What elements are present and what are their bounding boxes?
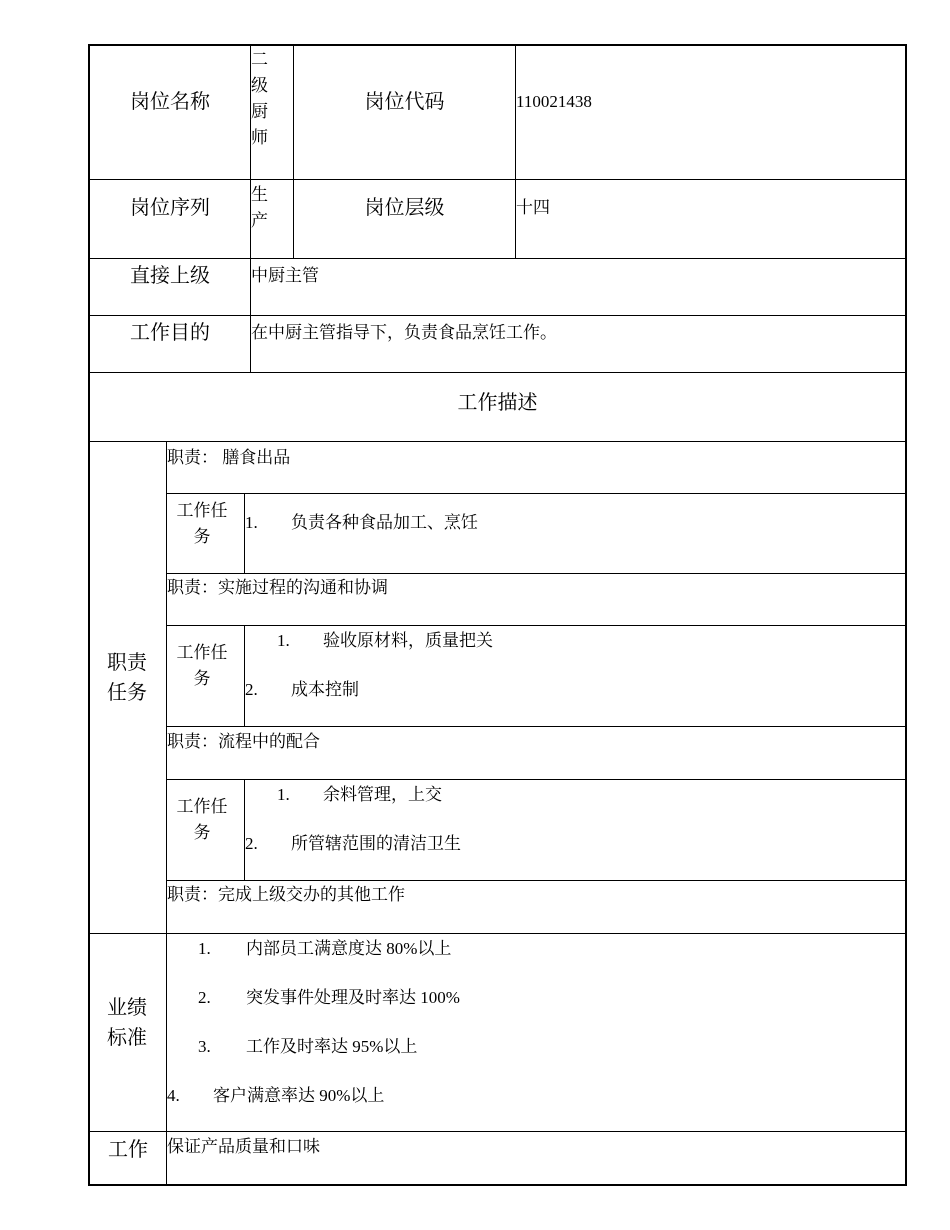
position-code-label: 岗位代码 [364,91,445,113]
task-number: 2. [245,680,258,699]
task-text: 成本控制 [291,680,359,699]
performance-label: 业绩标准 [107,997,147,1049]
duty-title: 职责： 膳食出品 [167,448,291,467]
standard-text: 客户满意率达 90%以上 [213,1086,385,1105]
position-level-value: 十四 [516,198,550,217]
task-text: 验收原材料，质量把关 [323,631,493,650]
duty-title: 职责：完成上级交办的其他工作 [167,885,405,904]
task-label: 工作任务 [176,643,228,688]
work-label: 工作 [108,1139,148,1161]
position-name-label: 岗位名称 [130,91,210,113]
task-label: 工作任务 [176,797,228,842]
task-number: 1. [277,631,290,650]
job-description-title: 工作描述 [457,392,538,414]
standard-text: 工作及时率达 95%以上 [246,1037,418,1056]
task-text: 负责各种食品加工、烹饪 [291,513,478,532]
position-sequence-label: 岗位序列 [130,197,210,219]
duty-title: 职责：流程中的配合 [167,732,320,751]
task-number: 1. [277,785,290,804]
position-level-label: 岗位层级 [364,197,445,219]
task-text: 所管辖范围的清洁卫生 [291,834,461,853]
task-text: 余料管理，上交 [323,785,442,804]
standard-number: 3. [198,1037,211,1056]
direct-superior-label: 直接上级 [130,265,210,287]
task-label: 工作任务 [176,501,228,546]
standard-text: 内部员工满意度达 80%以上 [246,939,452,958]
standard-number: 2. [198,988,211,1007]
duties-label: 职责任务 [107,652,147,704]
task-number: 1. [245,513,258,532]
standard-number: 1. [198,939,211,958]
direct-superior-value: 中厨主管 [251,266,319,285]
position-name-value: 二级厨师 [251,50,268,147]
work-purpose-value: 在中厨主管指导下，负责食品烹饪工作。 [251,323,557,342]
standard-text: 突发事件处理及时率达 100% [246,988,460,1007]
duty-title: 职责：实施过程的沟通和协调 [167,578,388,597]
standard-number: 4. [167,1086,180,1105]
work-value: 保证产品质量和口味 [167,1137,320,1156]
task-number: 2. [245,834,258,853]
position-code-value: 110021438 [516,92,592,111]
position-sequence-value: 生产 [251,185,268,230]
work-purpose-label: 工作目的 [130,322,210,344]
